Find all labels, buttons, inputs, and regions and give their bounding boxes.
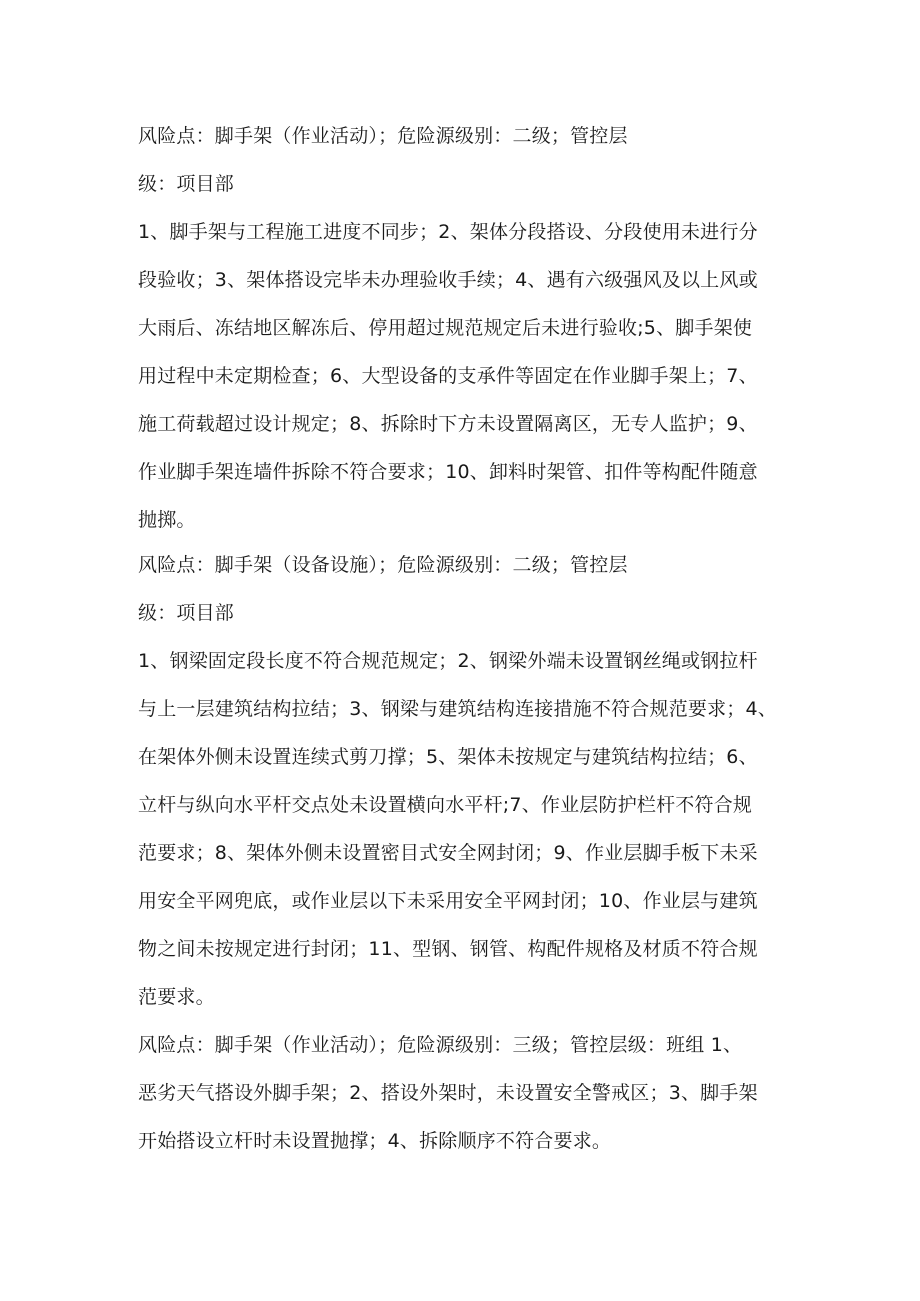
section-1-body-line-6: 作业脚手架连墙件拆除不符合要求；10、卸料时架管、扣件等构配件随意: [138, 461, 758, 483]
section-1-body-line-3: 大雨后、冻结地区解冻后、停用超过规范规定后未进行验收;5、脚手架使: [138, 317, 753, 339]
section-2-body-line-4: 立杆与纵向水平杆交点处未设置横向水平杆;7、作业层防护栏杆不符合规: [138, 794, 753, 816]
section-2-heading-line-2: 级：项目部: [138, 602, 235, 624]
section-3-body-line-2: 开始搭设立杆时未设置抛撑；4、拆除顺序不符合要求。: [138, 1130, 612, 1152]
section-2-body-line-8: 范要求。: [138, 986, 215, 1008]
section-2-body-line-1: 1、钢梁固定段长度不符合规范规定；2、钢梁外端未设置钢丝绳或钢拉杆: [138, 650, 758, 672]
section-1-heading-line-1: 风险点：脚手架（作业活动）；危险源级别：二级；管控层: [138, 125, 628, 147]
section-2-body-line-7: 物之间未按规定进行封闭；11、型钢、钢管、构配件规格及材质不符合规: [138, 938, 758, 960]
section-1-body-line-4: 用过程中未定期检查；6、大型设备的支承件等固定在作业脚手架上；7、: [138, 365, 758, 387]
section-1-heading-line-2: 级：项目部: [138, 173, 235, 195]
section-1-body-line-2: 段验收；3、架体搭设完毕未办理验收手续；4、遇有六级强风及以上风或: [138, 269, 758, 291]
section-2-body-line-3: 在架体外侧未设置连续式剪刀撑；5、架体未按规定与建筑结构拉结；6、: [138, 746, 758, 768]
section-3-heading-line-1: 风险点：脚手架（作业活动）；危险源级别：三级；管控层级：班组 1、: [138, 1034, 743, 1056]
section-1-body-line-7: 抛掷。: [138, 509, 196, 531]
section-2-body-line-6: 用安全平网兜底，或作业层以下未采用安全平网封闭；10、作业层与建筑: [138, 890, 758, 912]
document-body: [138, 112, 796, 1165]
section-2-body-line-2: 与上一层建筑结构拉结；3、钢梁与建筑结构连接措施不符合规范要求；4、: [138, 698, 777, 720]
section-1-body-line-5: 施工荷载超过设计规定；8、拆除时下方未设置隔离区，无专人监护；9、: [138, 413, 758, 435]
section-3-body-line-1: 恶劣天气搭设外脚手架；2、搭设外架时，未设置安全警戒区；3、脚手架: [138, 1082, 758, 1104]
section-1-body-line-1: 1、脚手架与工程施工进度不同步；2、架体分段搭设、分段使用未进行分: [138, 221, 758, 243]
section-2-body-line-5: 范要求；8、架体外侧未设置密目式安全网封闭；9、作业层脚手板下未采: [138, 842, 758, 864]
section-2-heading-line-1: 风险点：脚手架（设备设施）；危险源级别：二级；管控层: [138, 554, 628, 576]
